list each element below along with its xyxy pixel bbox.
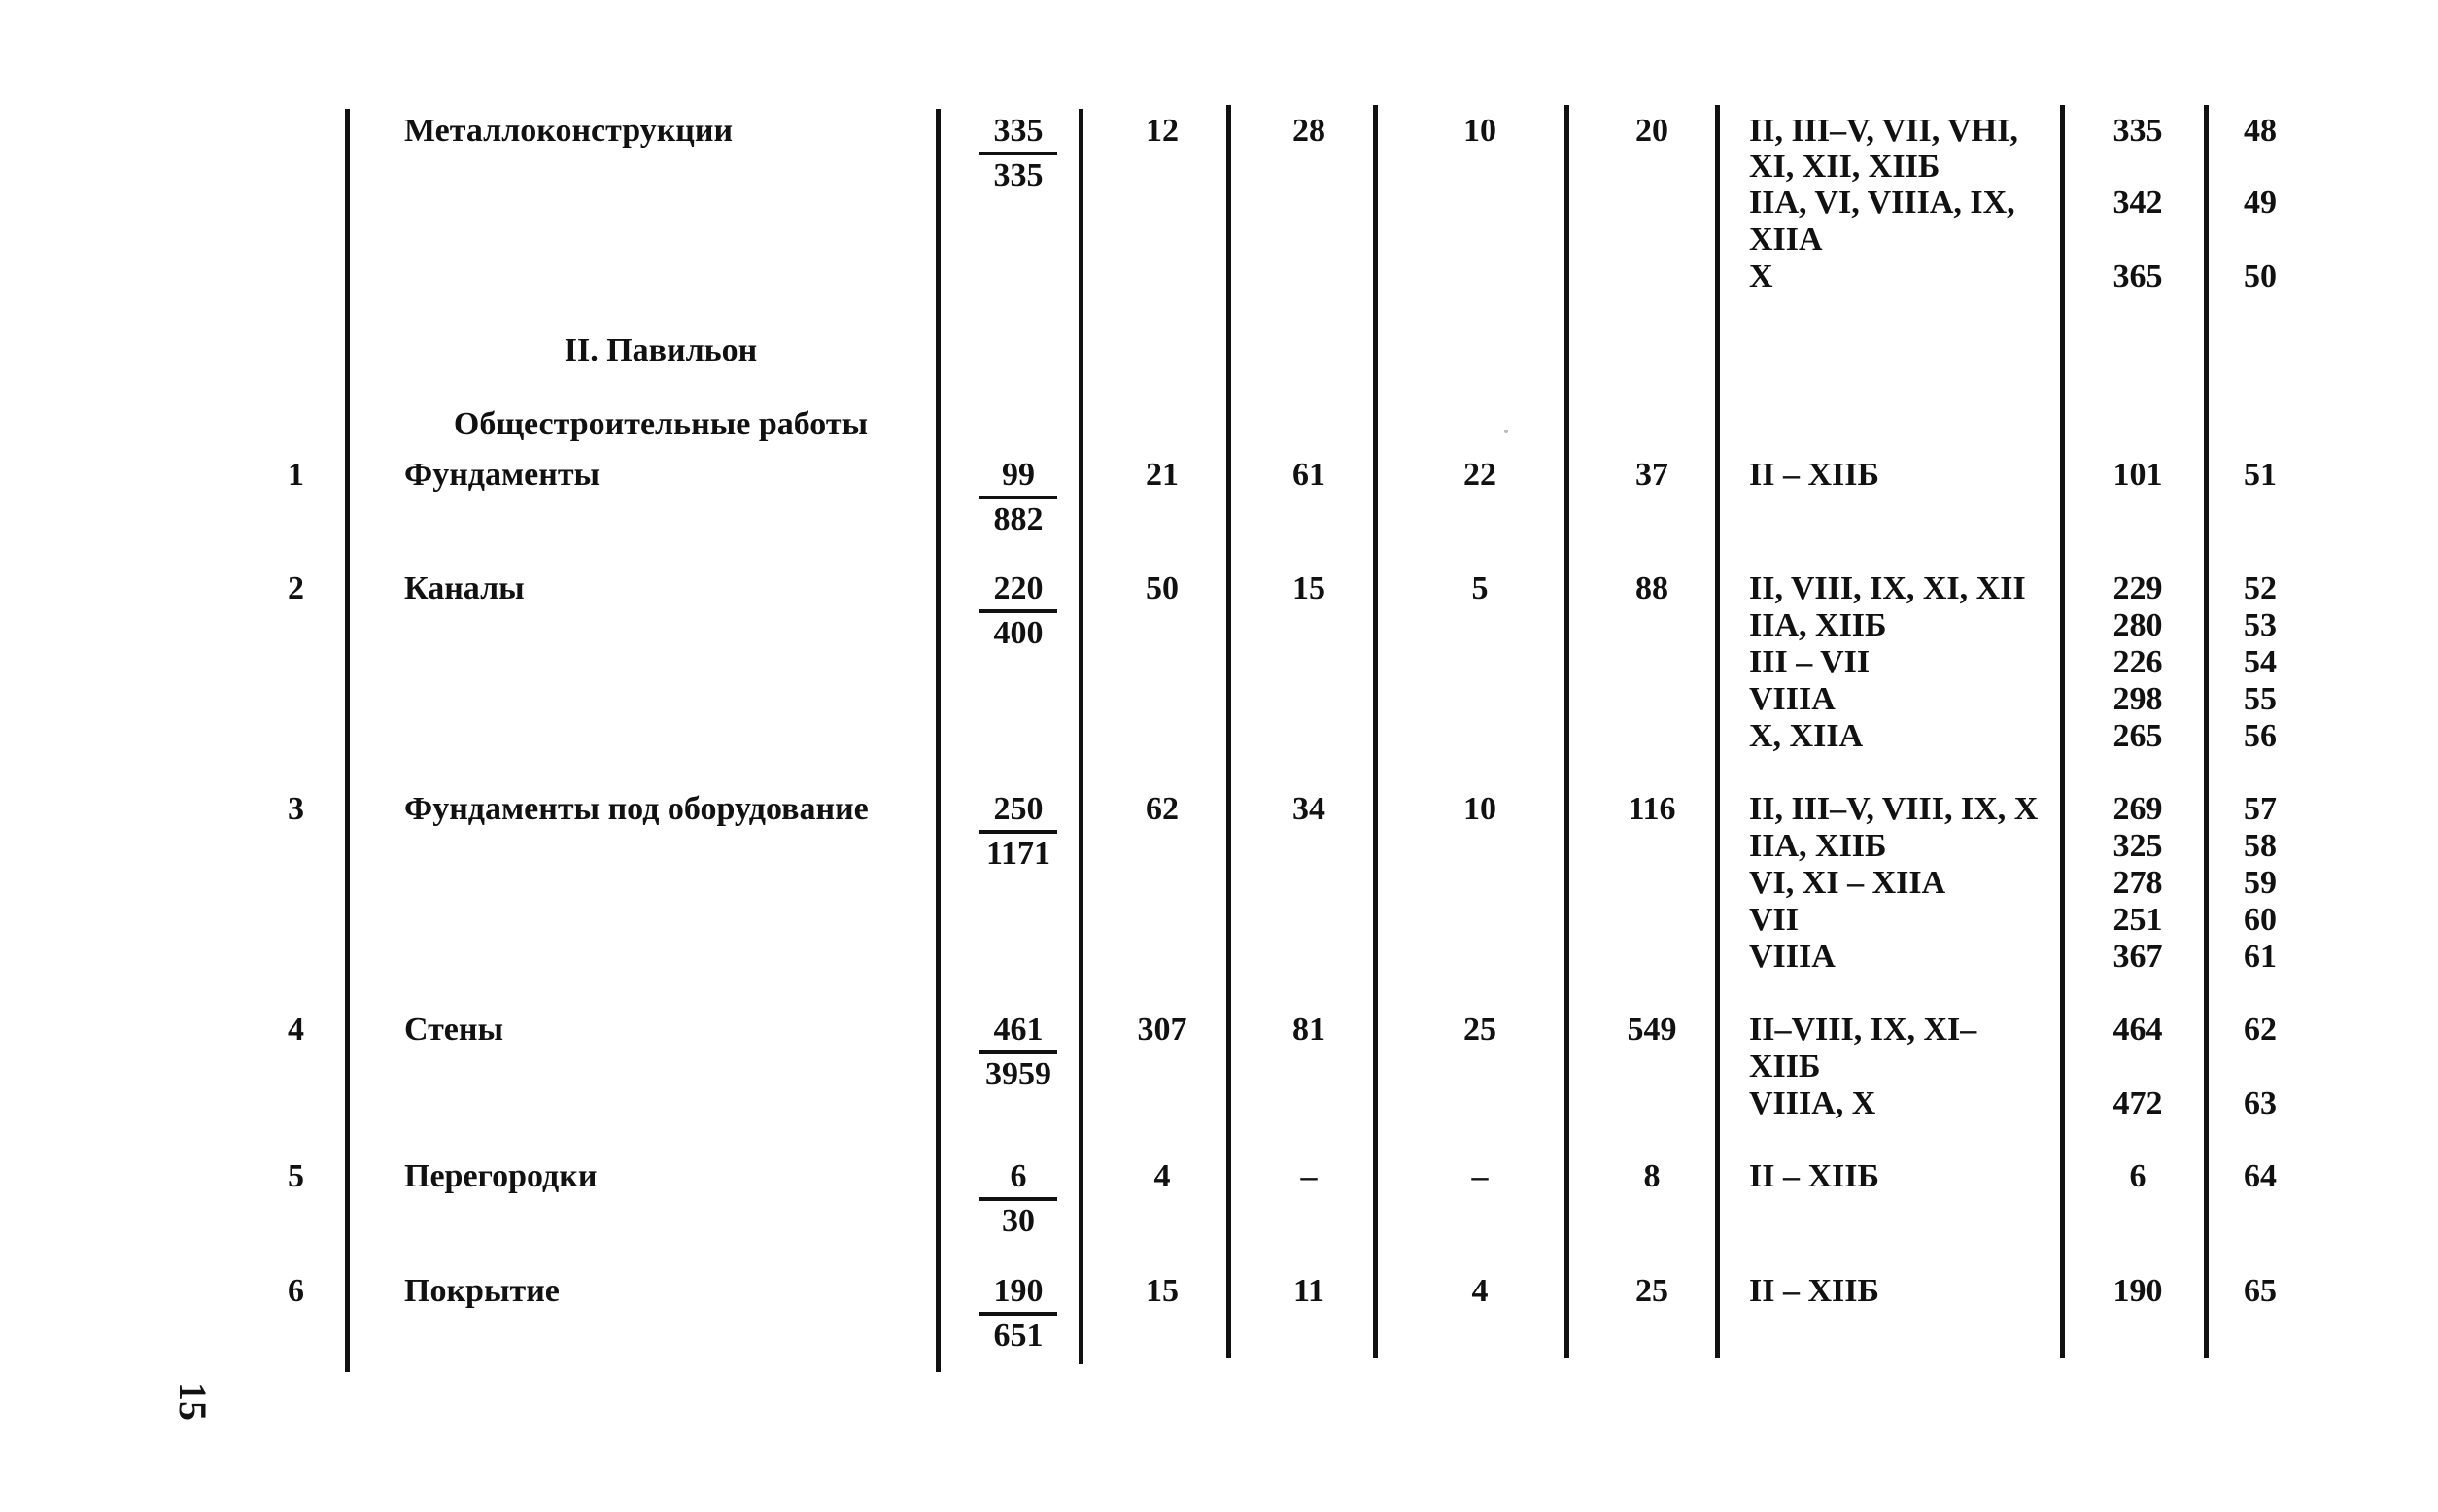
group-label: IIA, XIIБ [1749, 828, 1887, 864]
column-rule [1715, 105, 1720, 1358]
group-label: II, III–V, VII, VHI, [1749, 113, 2018, 149]
cell-c1: 4 [1153, 1158, 1171, 1194]
row-name: Фундаменты [404, 457, 601, 493]
group-label: VIIIA [1749, 681, 1836, 717]
cell-c1: 15 [1146, 1273, 1179, 1309]
group-num: 59 [2244, 865, 2277, 901]
group-num: 56 [2244, 718, 2277, 754]
fraction-top: 6 [979, 1158, 1057, 1201]
group-label: II–VIII, IX, XI– [1749, 1012, 1977, 1048]
group-num: 62 [2244, 1012, 2277, 1048]
column-rule [1226, 105, 1231, 1358]
cell-c3: 4 [1471, 1273, 1489, 1309]
row-name: Фундаменты под оборудование [404, 791, 869, 827]
group-label: II – XIIБ [1749, 1158, 1879, 1194]
fraction-top: 220 [979, 570, 1057, 613]
column-rule [1079, 109, 1083, 1364]
fraction-top: 250 [979, 791, 1057, 834]
group-value: 342 [2112, 185, 2163, 221]
cell-c4: 25 [1635, 1273, 1668, 1309]
cell-c3: 22 [1463, 457, 1496, 493]
group-label: IIA, XIIБ [1749, 607, 1887, 643]
group-label: X, XIIA [1749, 718, 1864, 754]
row-id: 2 [288, 570, 304, 606]
group-num: 50 [2244, 258, 2277, 294]
row-name: Стены [404, 1012, 504, 1048]
group-num: 55 [2244, 681, 2277, 717]
fraction-top: 190 [979, 1273, 1057, 1316]
cell-c1: 62 [1146, 791, 1179, 827]
scan-speck [1504, 430, 1508, 433]
group-label: II – XIIБ [1749, 1273, 1879, 1309]
group-label: X [1749, 258, 1773, 294]
group-label: II, III–V, VIII, IX, X [1749, 791, 2039, 827]
cell-c4: 37 [1635, 457, 1668, 493]
subsection-heading: Общестроительные работы [453, 406, 869, 442]
fraction [979, 1158, 1057, 1240]
group-value: 280 [2112, 607, 2163, 643]
cell-c4: 8 [1643, 1158, 1661, 1194]
group-value: 464 [2112, 1012, 2163, 1048]
cell-c2: 34 [1292, 791, 1325, 827]
group-value: 269 [2112, 791, 2163, 827]
group-num: 53 [2244, 607, 2277, 643]
cell-c3: – [1471, 1158, 1489, 1194]
page-number: 15 [171, 1382, 215, 1421]
fraction-bottom: 30 [1002, 1203, 1035, 1239]
row-id: 4 [288, 1012, 304, 1048]
row-id: 1 [288, 457, 304, 493]
group-num: 63 [2244, 1085, 2277, 1121]
group-num: 65 [2244, 1273, 2277, 1309]
group-value: 325 [2112, 828, 2163, 864]
fraction-bottom: 335 [993, 157, 1044, 193]
group-label: VIIIA, X [1749, 1085, 1876, 1121]
cell-c2: 15 [1292, 570, 1325, 606]
group-label: II, VIII, IX, XI, XII [1749, 570, 2026, 606]
group-num: 48 [2244, 113, 2277, 149]
cell-c3: 25 [1463, 1012, 1496, 1048]
group-label: XIIA [1749, 222, 1823, 258]
fraction [979, 113, 1057, 194]
row-name: Металлоконструкции [404, 113, 734, 149]
fraction-bottom: 651 [993, 1318, 1044, 1354]
cell-c1: 12 [1146, 113, 1179, 149]
group-value: 6 [2129, 1158, 2146, 1194]
row-id: 3 [288, 791, 304, 827]
cell-c3: 10 [1463, 791, 1496, 827]
group-num: 54 [2244, 644, 2277, 680]
group-num: 51 [2244, 457, 2277, 493]
cell-c4: 549 [1627, 1012, 1677, 1048]
column-rule [936, 109, 941, 1372]
column-rule [1373, 105, 1378, 1358]
column-rule [1564, 105, 1569, 1358]
cell-c1: 307 [1137, 1012, 1187, 1048]
cell-c2: 28 [1292, 113, 1325, 149]
row-name: Перегородки [404, 1158, 598, 1194]
fraction-bottom: 882 [993, 501, 1044, 537]
fraction-bottom: 400 [993, 615, 1044, 651]
row-name: Каналы [404, 570, 525, 606]
group-value: 190 [2112, 1273, 2163, 1309]
fraction-top: 335 [979, 113, 1057, 155]
fraction-top: 99 [979, 457, 1057, 499]
group-value: 101 [2112, 457, 2163, 493]
group-num: 52 [2244, 570, 2277, 606]
group-label: II – XIIБ [1749, 457, 1879, 493]
cell-c3: 10 [1463, 113, 1496, 149]
group-num: 58 [2244, 828, 2277, 864]
cell-c1: 50 [1146, 570, 1179, 606]
group-label: III – VII [1749, 644, 1871, 680]
fraction [979, 1273, 1057, 1355]
group-label: VI, XI – XIIA [1749, 865, 1946, 901]
row-name: Покрытие [404, 1273, 560, 1309]
group-value: 226 [2112, 644, 2163, 680]
fraction-bottom: 1171 [985, 836, 1051, 872]
group-value: 472 [2112, 1085, 2163, 1121]
cell-c2: 81 [1292, 1012, 1325, 1048]
group-value: 298 [2112, 681, 2163, 717]
fraction-bottom: 3959 [985, 1056, 1051, 1092]
group-value: 251 [2112, 902, 2163, 938]
group-value: 229 [2112, 570, 2163, 606]
fraction [979, 1012, 1057, 1093]
cell-c2: – [1300, 1158, 1318, 1194]
column-rule [2060, 105, 2065, 1358]
group-num: 57 [2244, 791, 2277, 827]
fraction [979, 457, 1057, 538]
cell-c1: 21 [1146, 457, 1179, 493]
group-label: XIIБ [1749, 1048, 1821, 1084]
group-label: XI, XII, XIIБ [1749, 149, 1940, 185]
cell-c3: 5 [1471, 570, 1489, 606]
cell-c4: 88 [1635, 570, 1668, 606]
group-label: VIIIA [1749, 939, 1836, 975]
group-num: 61 [2244, 939, 2277, 975]
column-rule [2204, 105, 2209, 1358]
group-label: VII [1749, 902, 1800, 938]
cell-c2: 11 [1292, 1273, 1325, 1309]
group-value: 365 [2112, 258, 2163, 294]
group-label: IIA, VI, VIIIA, IX, [1749, 185, 2015, 221]
fraction [979, 791, 1057, 873]
column-rule [345, 109, 350, 1372]
group-num: 64 [2244, 1158, 2277, 1194]
fraction [979, 570, 1057, 652]
row-id: 5 [288, 1158, 304, 1194]
cell-c2: 61 [1292, 457, 1325, 493]
section-heading: II. Павильон [564, 332, 758, 368]
group-num: 60 [2244, 902, 2277, 938]
row-id: 6 [288, 1273, 304, 1309]
cell-c4: 116 [1628, 791, 1676, 827]
group-value: 265 [2112, 718, 2163, 754]
group-value: 367 [2112, 939, 2163, 975]
group-value: 335 [2112, 113, 2163, 149]
group-value: 278 [2112, 865, 2163, 901]
group-num: 49 [2244, 185, 2277, 221]
fraction-top: 461 [979, 1012, 1057, 1054]
cell-c4: 20 [1635, 113, 1668, 149]
